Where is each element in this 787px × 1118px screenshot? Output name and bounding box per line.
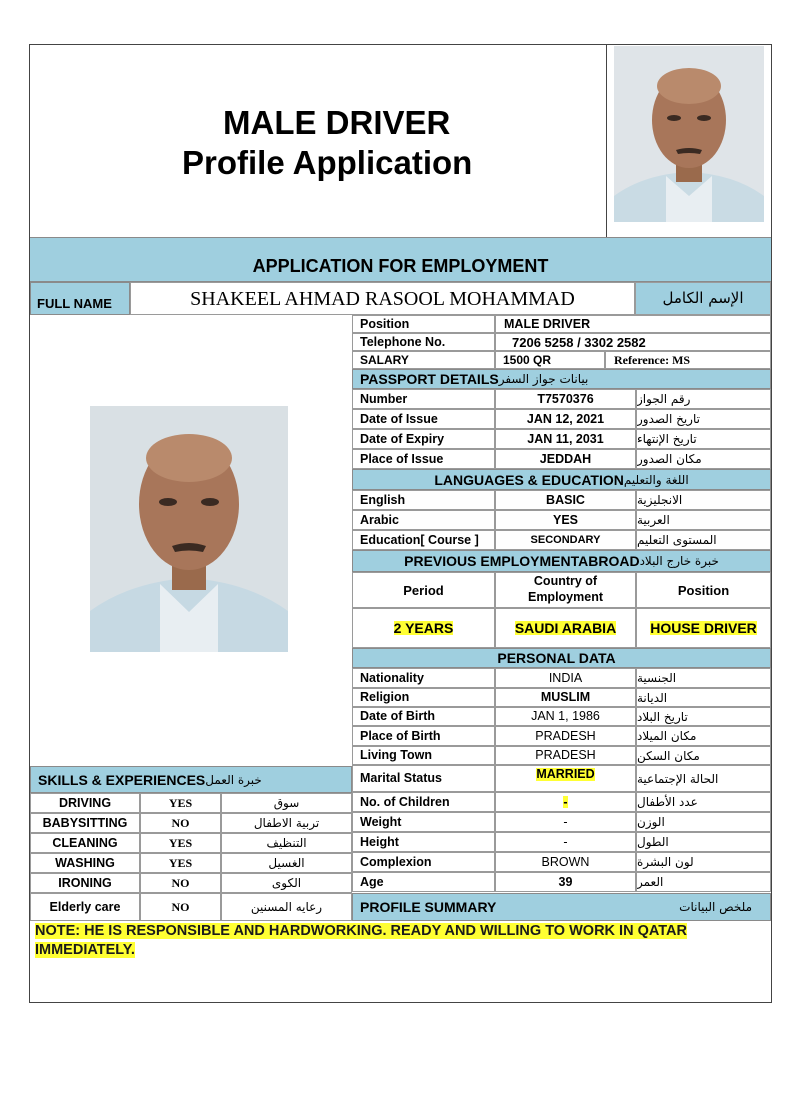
languages-title-ar: اللغة والتعليم (623, 472, 689, 487)
skill-value: NO (140, 873, 221, 893)
note-block (35, 922, 770, 960)
application-banner (30, 237, 771, 282)
left-column-line (29, 745, 30, 767)
header-title-block (30, 100, 610, 190)
personal-row-label-ar: عدد الأطفال (636, 792, 771, 812)
personal-row-label-ar: الحالة الإجتماعية (636, 765, 771, 792)
salary-label: SALARY (352, 351, 495, 369)
person-photo-icon (90, 406, 288, 652)
passport-row-label: Number (352, 389, 495, 409)
personal-row-label: Place of Birth (352, 726, 495, 746)
employment-col-country: Country of Employment (495, 572, 636, 608)
personal-row-value: - (495, 832, 636, 852)
full-name-text: SHAKEEL AHMAD RASOOL MOHAMMAD (190, 287, 575, 310)
skill-value: NO (140, 893, 221, 921)
employment-country-cell (495, 608, 636, 648)
personal-title: PERSONAL DATA (497, 650, 616, 666)
employment-title: PREVIOUS EMPLOYMENTABROAD (404, 553, 640, 569)
languages-title: LANGUAGES & EDUCATION (434, 471, 624, 488)
employment-col-period: Period (352, 572, 495, 608)
personal-row-value: 39 (495, 872, 636, 892)
note-text: NOTE: HE IS RESPONSIBLE AND HARDWORKING. READY AND WILLING TO WORK IN QATAR IMMEDIATELY. (35, 923, 687, 958)
banner-text: APPLICATION FOR EMPLOYMENT (252, 256, 549, 276)
skill-name: DRIVING (30, 793, 140, 813)
personal-row-value: BROWN (495, 852, 636, 872)
personal-row-label: Date of Birth (352, 707, 495, 726)
personal-row-label: Nationality (352, 668, 495, 688)
skill-name: WASHING (30, 853, 140, 873)
full-name-ar-text: الإسم الكامل (662, 289, 744, 307)
skill-name: BABYSITTING (30, 813, 140, 833)
telephone-value: 7206 5258 / 3302 2582 (495, 333, 771, 351)
passport-row-label: Place of Issue (352, 449, 495, 469)
passport-row-value: T7570376 (495, 389, 636, 409)
header-divider (606, 44, 607, 237)
skill-name-ar: سوق (221, 793, 352, 813)
skill-name-ar: الكوى (221, 873, 352, 893)
employment-title-ar: خبرة خارج البلاد (639, 554, 719, 568)
skill-name: IRONING (30, 873, 140, 893)
page-subtitle: Profile Application (182, 144, 473, 181)
skills-title-ar: خبرة العمل (205, 772, 262, 787)
full-name-label-text: FULL NAME (37, 296, 112, 311)
skill-name: Elderly care (30, 893, 140, 921)
personal-row-value: PRADESH (495, 746, 636, 765)
personal-row-value-cell (495, 765, 636, 792)
summary-title-ar: ملخص البيانات (679, 900, 752, 914)
passport-row-value: JAN 12, 2021 (495, 409, 636, 429)
position-label: Position (352, 315, 495, 333)
skill-value: YES (140, 853, 221, 873)
telephone-label: Telephone No. (352, 333, 495, 351)
personal-row-label: Religion (352, 688, 495, 707)
personal-row-value: PRADESH (495, 726, 636, 746)
personal-row-value-cell (495, 792, 636, 812)
personal-row-label-ar: مكان الميلاد (636, 726, 771, 746)
person-photo-icon (614, 46, 764, 222)
skill-name: CLEANING (30, 833, 140, 853)
skill-name-ar: تربية الاطفال (221, 813, 352, 833)
employment-position: HOUSE DRIVER (650, 620, 757, 636)
passport-row-label-ar: رقم الجواز (636, 389, 771, 409)
language-row-label-ar: المستوى التعليم (636, 530, 771, 550)
personal-row-label: Age (352, 872, 495, 892)
language-row-label-ar: الانجليزية (636, 490, 771, 510)
summary-title: PROFILE SUMMARY (360, 899, 497, 915)
passport-row-label-ar: تاريخ الإنتهاء (636, 429, 771, 449)
personal-section-header (352, 648, 771, 668)
skill-name-ar: الغسيل (221, 853, 352, 873)
passport-row-label-ar: مكان الصدور (636, 449, 771, 469)
personal-row-value: INDIA (495, 668, 636, 688)
personal-row-label: Living Town (352, 746, 495, 765)
personal-row-value: MUSLIM (495, 688, 636, 707)
reference-value: Reference: MS (605, 351, 771, 369)
full-name-label (30, 282, 130, 315)
personal-row-label-ar: الديانة (636, 688, 771, 707)
personal-row-label-ar: الوزن (636, 812, 771, 832)
skill-value: YES (140, 793, 221, 813)
language-row-label: Education[ Course ] (352, 530, 495, 550)
personal-row-label: Height (352, 832, 495, 852)
personal-row-label-ar: مكان السكن (636, 746, 771, 765)
language-row-value: BASIC (495, 490, 636, 510)
skill-name-ar: التنظيف (221, 833, 352, 853)
employment-period: 2 YEARS (393, 620, 454, 636)
personal-row-label: Weight (352, 812, 495, 832)
language-row-label: English (352, 490, 495, 510)
applicant-photo-large (90, 406, 288, 652)
passport-section-header (352, 369, 771, 389)
passport-row-label: Date of Issue (352, 409, 495, 429)
languages-section-header (352, 469, 771, 490)
skills-title: SKILLS & EXPERIENCES (38, 771, 206, 788)
children-value: - (563, 794, 568, 809)
passport-title-ar: بيانات جواز السفر (498, 372, 589, 386)
language-row-value: YES (495, 510, 636, 530)
personal-row-label-ar: لون البشرة (636, 852, 771, 872)
page-title: MALE DRIVER (223, 104, 451, 141)
position-value: MALE DRIVER (495, 315, 771, 333)
passport-row-label-ar: تاريخ الصدور (636, 409, 771, 429)
skills-section-header (30, 766, 352, 793)
salary-value: 1500 QR (495, 351, 605, 369)
personal-row-label-ar: العمر (636, 872, 771, 892)
full-name-value (130, 282, 635, 315)
applicant-photo-small (614, 46, 764, 222)
passport-row-value: JAN 11, 2031 (495, 429, 636, 449)
skill-name-ar: رعايه المسنين (221, 893, 352, 921)
language-row-label: Arabic (352, 510, 495, 530)
passport-title: PASSPORT DETAILS (360, 371, 499, 387)
skill-value: YES (140, 833, 221, 853)
personal-row-label-ar: تاريخ البلاد (636, 707, 771, 726)
marital-status-value: MARRIED (536, 767, 595, 781)
personal-row-label-ar: الجنسية (636, 668, 771, 688)
profile-summary-header (352, 893, 771, 921)
employment-country: SAUDI ARABIA (514, 620, 617, 636)
personal-row-value: - (495, 812, 636, 832)
personal-row-label: Marital Status (352, 765, 495, 792)
passport-row-value: JEDDAH (495, 449, 636, 469)
employment-col-position: Position (636, 572, 771, 608)
personal-row-label: Complexion (352, 852, 495, 872)
full-name-label-ar (635, 282, 771, 315)
language-row-value: SECONDARY (495, 530, 636, 550)
personal-row-label-ar: الطول (636, 832, 771, 852)
personal-row-label: No. of Children (352, 792, 495, 812)
employment-period-cell (352, 608, 495, 648)
passport-row-label: Date of Expiry (352, 429, 495, 449)
language-row-label-ar: العربية (636, 510, 771, 530)
skill-value: NO (140, 813, 221, 833)
employment-section-header (352, 550, 771, 572)
employment-position-cell (636, 608, 771, 648)
personal-row-value: JAN 1, 1986 (495, 707, 636, 726)
